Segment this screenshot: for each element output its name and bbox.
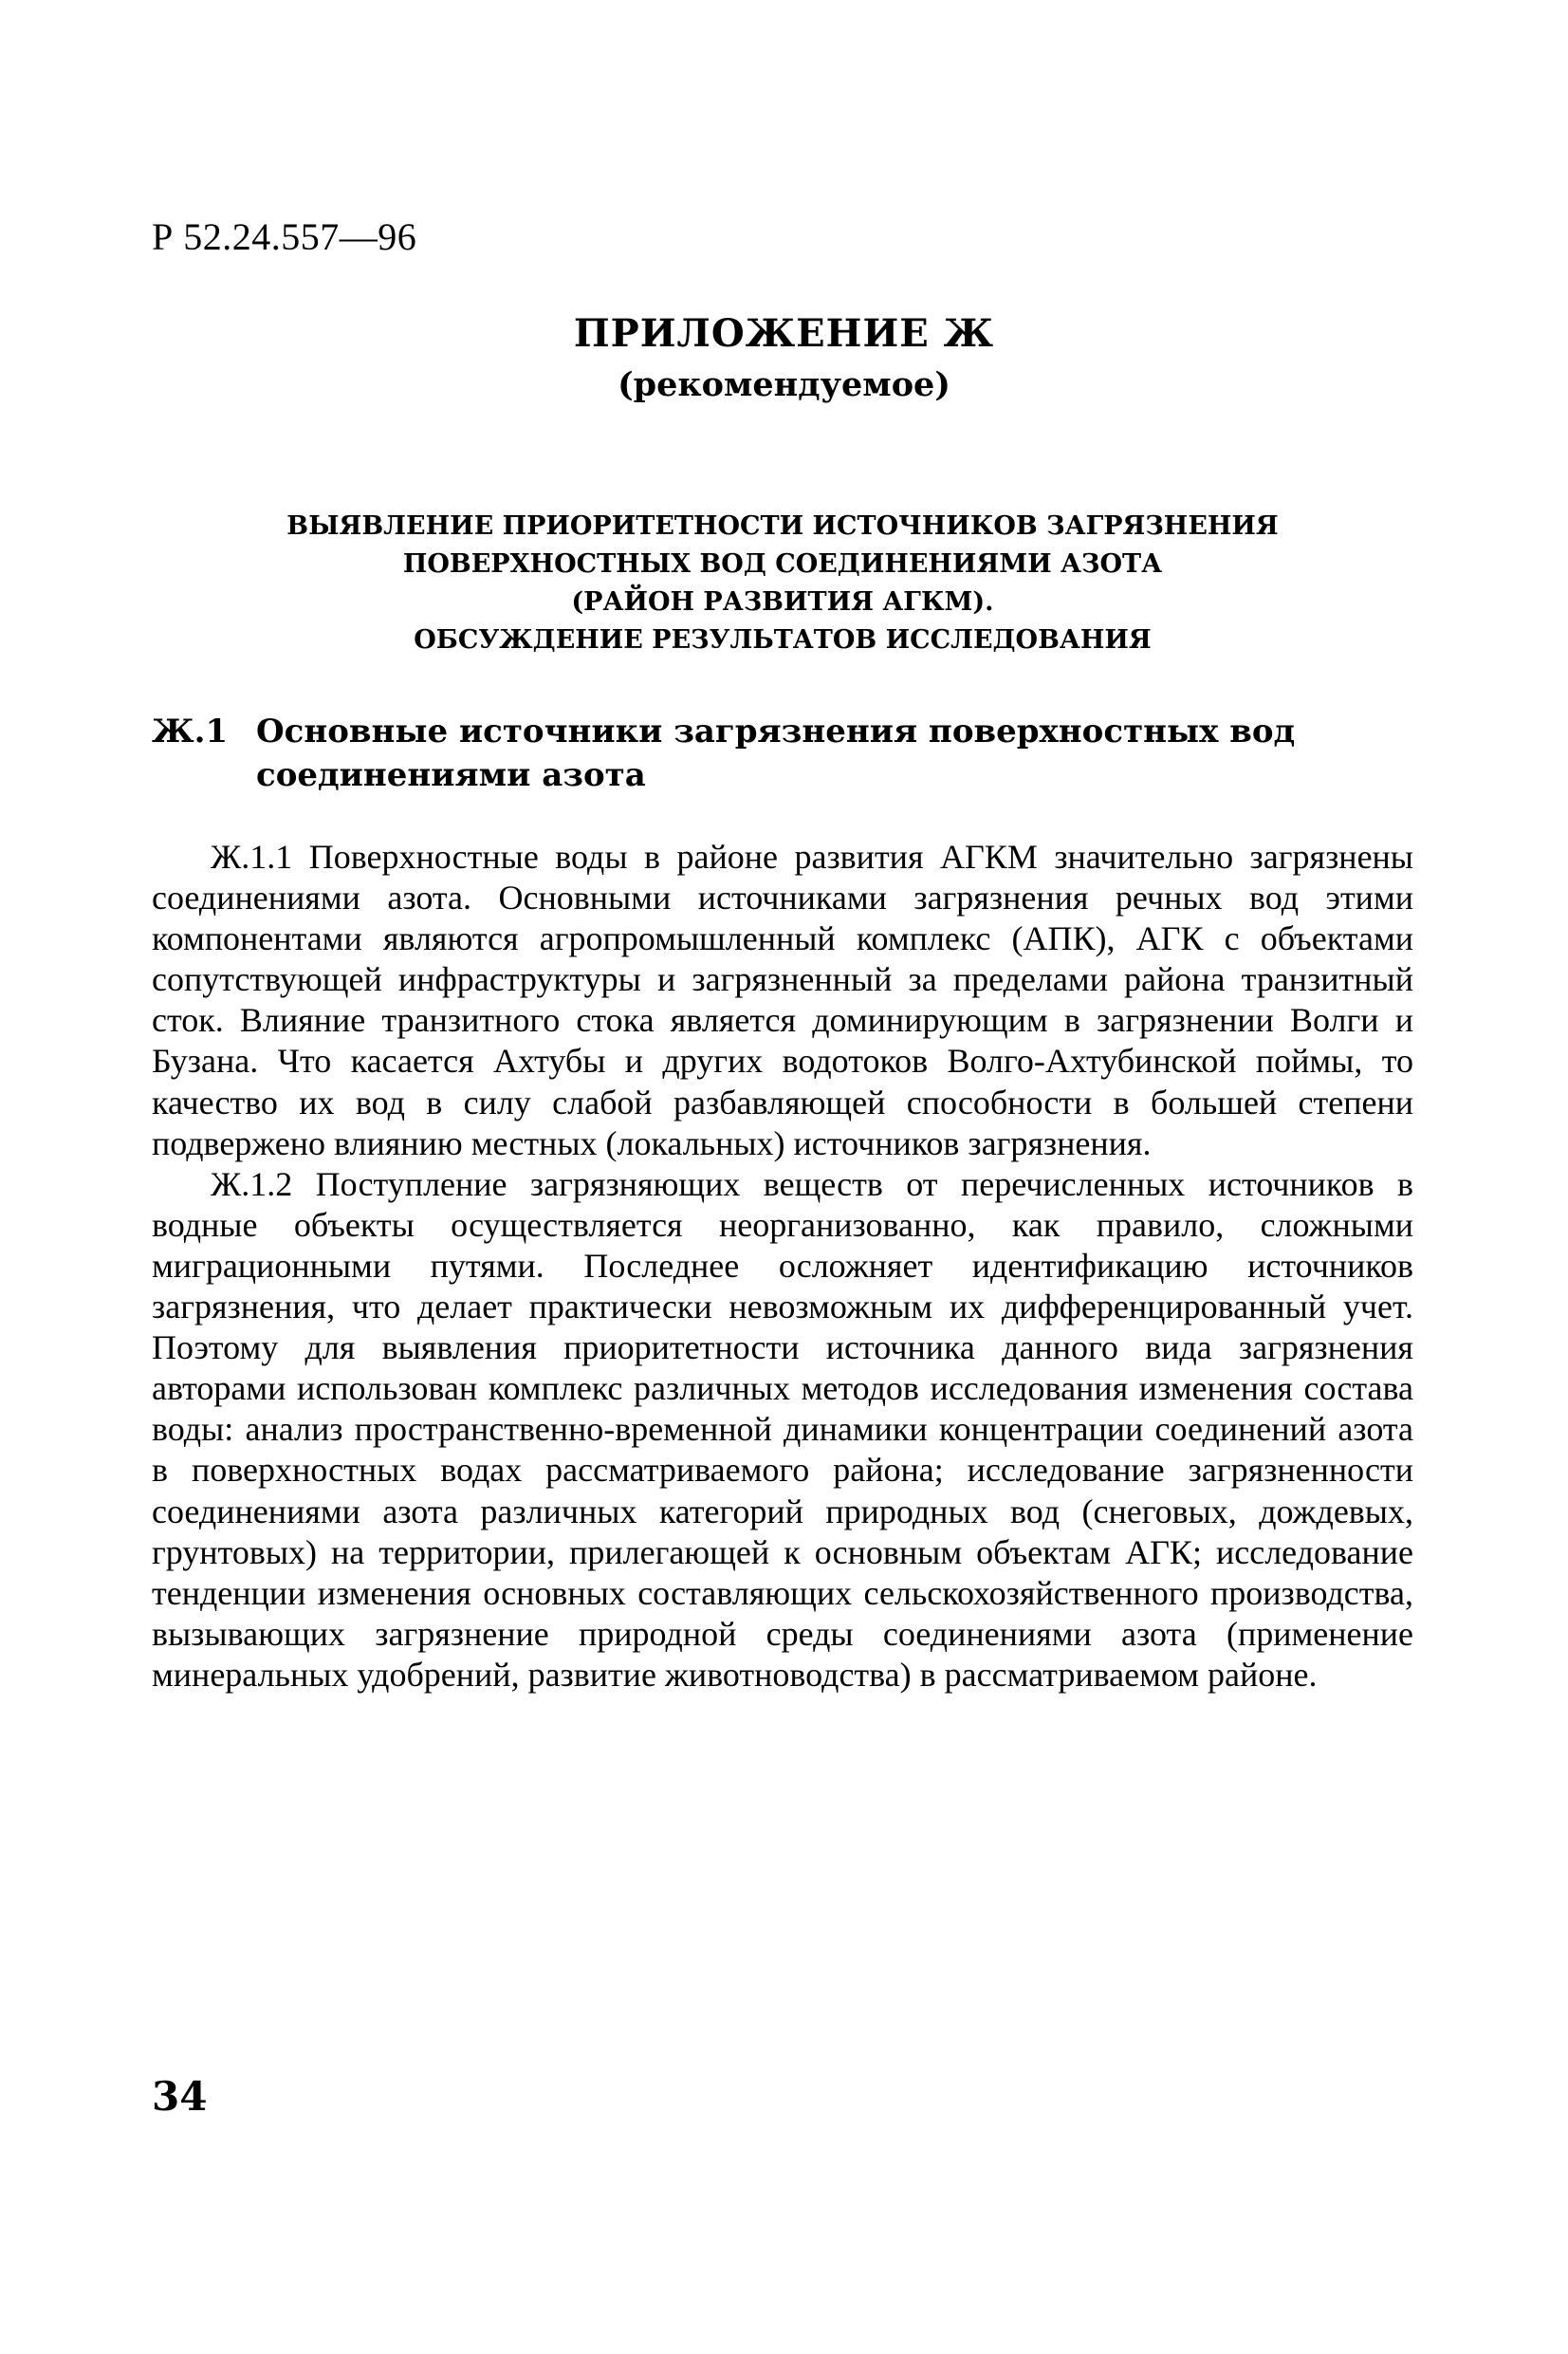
main-heading-line: (РАЙОН РАЗВИТИЯ АГКМ). (571, 587, 994, 617)
main-heading-line: ВЫЯВЛЕНИЕ ПРИОРИТЕТНОСТИ ИСТОЧНИКОВ ЗАГРЯЗНЕНИЯ (286, 511, 1279, 541)
appendix-title: ПРИЛОЖЕНИЕ Ж (573, 311, 995, 356)
appendix-subtitle: (рекомендуемое) (618, 365, 950, 404)
page-number: 34 (152, 2073, 208, 2120)
paragraph: Ж.1.2 Поступление загрязняющих веществ от перечисленных источников в водные объекты осуществляется неорганизованно, как правило, сложными миграционными путями. Последнее осложняет идентификацию источников загрязнения, что делает практически невозможным их дифференцированный учет. Поэтому для выявления приоритетности источника данного вида загрязнения авторами использован комплекс различных методов исследования изменения состава воды: анализ пространственно-временной динамики концентрации соединений азота в поверхностных водах рассматриваемого района; исследование загрязненности соединениями азота различных категорий природных вод (снеговых, дождевых, грунтовых) на территории, прилегающей к основным объектам АГК; исследование тенденции изменения основных составляющих сельскохозяйственного производства, вызывающих загрязнение природной среды соединениями азота (применение минеральных удобрений, развитие животноводства) в рассматриваемом районе. (152, 1164, 1413, 1694)
main-heading-line: ОБСУЖДЕНИЕ РЕЗУЛЬТАТОВ ИССЛЕДОВАНИЯ (414, 625, 1152, 655)
main-heading (152, 508, 1413, 659)
paragraph: Ж.1.1 Поверхностные воды в районе развития АГКМ значительно загрязнены соединениями азота. Основными источниками загрязнения речных вод этими компонентами являются агропромышленный комплекс (АПК), АГК с объектами сопутствующей инфраструктуры и загрязненный за пределами района транзитный сток. Влияние транзитного стока является доминирующим в загрязнении Волги и Бузана. Что касается Ахтубы и других водотоков Волго-Ахтубинской поймы, то качество их вод в силу слабой разбавляющей способности в большей степени подвержено влиянию местных (локальных) источников загрязнения. (152, 838, 1413, 1162)
section-number: Ж.1 (152, 713, 229, 751)
body-text (152, 837, 1413, 1696)
document-code: Р 52.24.557—96 (152, 215, 417, 258)
section-title: Основные источники загрязнения поверхностных вод соединениями азота (256, 713, 1296, 794)
main-heading-line: ПОВЕРХНОСТНЫХ ВОД СОЕДИНЕНИЯМИ АЗОТА (402, 549, 1163, 579)
